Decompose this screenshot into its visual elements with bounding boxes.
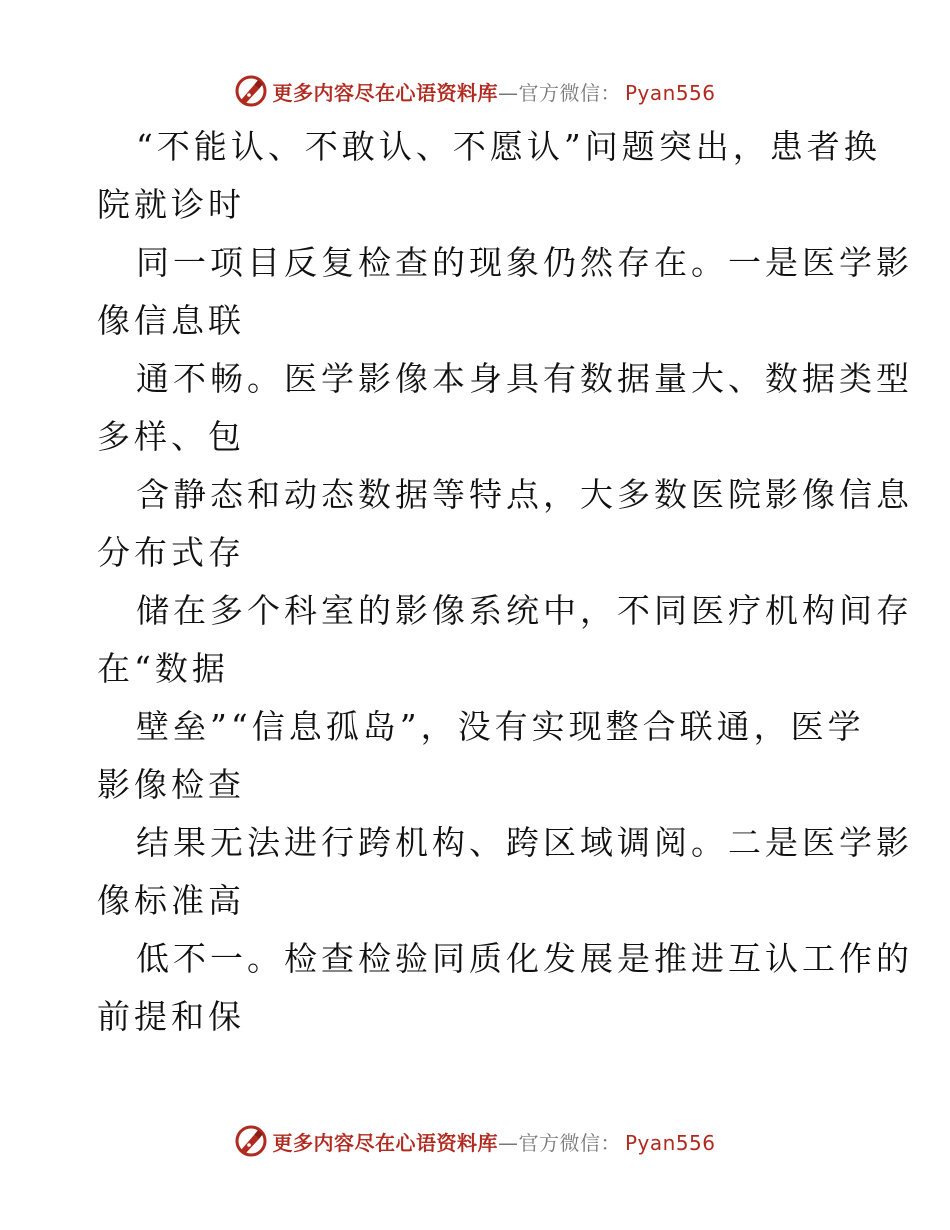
paragraph-line: 低不一。检查检验同质化发展是推进互认工作的 [136, 939, 913, 978]
paragraph-line: 前提和保 [97, 997, 245, 1036]
banner-separator: — [497, 80, 519, 105]
paragraph-line: 院就诊时 [97, 185, 245, 224]
pen-nib-logo-icon [234, 1124, 268, 1158]
banner-account-id: Pyan556 [624, 1130, 716, 1155]
banner-account-id: Pyan556 [624, 80, 716, 105]
banner-official-label: 官方微信： [518, 80, 621, 105]
paragraph-line: 储在多个科室的影像系统中，不同医疗机构间存 [136, 591, 913, 630]
paragraph-line: 分布式存 [97, 533, 245, 572]
paragraph-line: 含静态和动态数据等特点，大多数医院影像信息 [136, 475, 913, 514]
banner-main-text: 更多内容尽在心语资料库 [272, 1130, 498, 1155]
paragraph-line: 结果无法进行跨机构、跨区域调阅。二是医学影 [136, 823, 913, 862]
banner-text [272, 1127, 715, 1156]
footer-banner [0, 1121, 950, 1161]
paragraph-line: 影像检查 [97, 765, 245, 804]
paragraph-line: 同一项目反复检查的现象仍然存在。一是医学影 [136, 243, 913, 282]
paragraph-line: 像信息联 [97, 301, 245, 340]
paragraph-line: 壁垒”“信息孤岛”，没有实现整合联通，医学 [136, 707, 865, 746]
banner-official-label: 官方微信： [518, 1130, 621, 1155]
paragraph-line: 像标准高 [97, 881, 245, 920]
paragraph-line: 在“数据 [97, 649, 229, 688]
banner-separator: — [497, 1130, 519, 1155]
banner-main-text: 更多内容尽在心语资料库 [272, 80, 498, 105]
paragraph-line: 通不畅。医学影像本身具有数据量大、数据类型 [136, 359, 913, 398]
paragraph-line: “不能认、不敢认、不愿认”问题突出，患者换 [136, 127, 881, 166]
paragraph-line: 多样、包 [97, 417, 245, 456]
